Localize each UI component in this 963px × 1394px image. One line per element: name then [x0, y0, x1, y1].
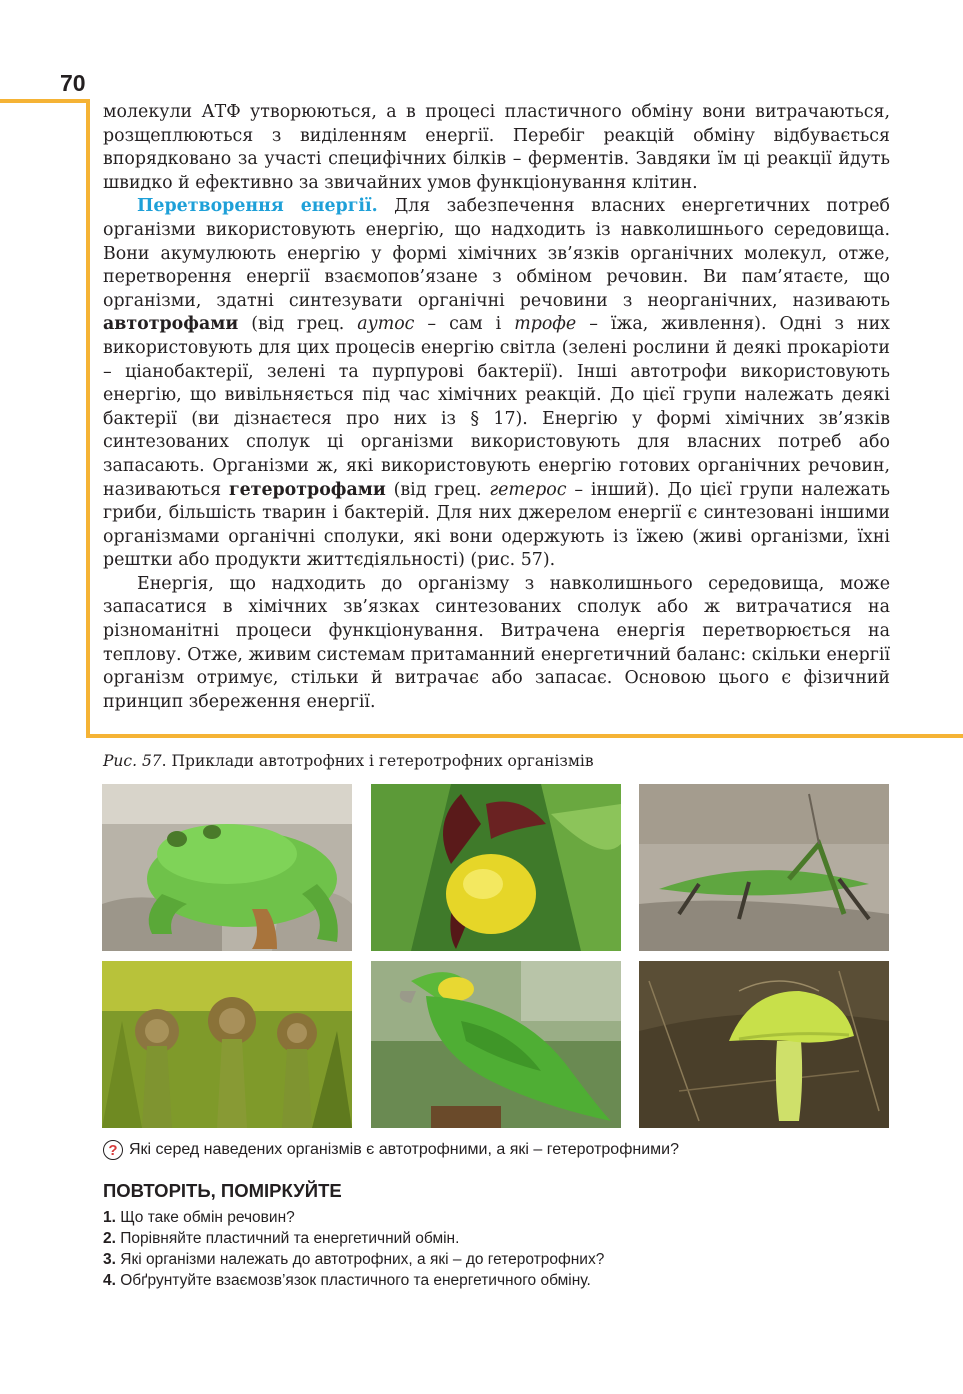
top-rule	[0, 99, 90, 103]
review-item	[103, 1270, 604, 1291]
review-item-number: 3.	[103, 1251, 116, 1268]
review-list	[103, 1207, 604, 1291]
page-number: 70	[60, 70, 86, 96]
text-run: – сам і	[414, 314, 515, 335]
review-item-text: Порівняйте пластичний та енергетичний обмін.	[115, 1230, 460, 1247]
parrot-photo	[371, 961, 621, 1128]
text-run: молекули АТФ утворюються, а в процесі пластичного обміну вони витрачаються, розщеплюються з виділенням енергії. Перебіг реакцій обміну відбувається впорядковано за участі специфічних білків – ферментів. Завдяки їм ці реакції йдуть швидко й ефективно за звичайних умов функціонування клітин.	[103, 102, 890, 193]
fern-photo	[102, 961, 352, 1128]
main-text	[103, 101, 890, 714]
review-item-number: 4.	[103, 1272, 116, 1289]
side-rule	[86, 99, 90, 737]
question	[103, 1140, 679, 1160]
figure-caption-text: . Приклади автотрофних і гетеротрофних організмів	[161, 752, 594, 770]
paragraph	[103, 195, 890, 573]
paragraph	[103, 573, 890, 715]
text-run: (від грец.	[238, 314, 358, 335]
review-item	[103, 1249, 604, 1270]
review-item-text: Обґрунтуйте взаємозв’язок пластичного та енергетичного обміну.	[115, 1272, 591, 1289]
frog-photo	[102, 784, 352, 951]
term-bold: гетеротрофами	[228, 479, 386, 500]
review-item-number: 2.	[103, 1230, 116, 1247]
section-lead: Перетворення енергії.	[137, 196, 378, 217]
text-run: – їжа, живлення). Одні з них використовують для цих процесів енергію світла (зелені рослини й деякі прокаріоти – ціанобактерії, зелені та пурпурові бактерії). Інші автотрофи використовують енергію, що вивільняється під час хімічних реакцій. До цієї групи належать деякі бактерії (ви дізнаєтеся про них із § 17). Енергію у формі хімічних зв’язків синтезованих сполук ці організми використовують для власних потреб або запасають. Організми ж, які використовують енергію готових органічних речовин, називаються	[103, 314, 890, 500]
figure-caption	[103, 752, 594, 770]
review-heading: ПОВТОРІТЬ, ПОМІРКУЙТЕ	[103, 1180, 342, 1201]
bottom-rule	[86, 734, 963, 738]
mushroom-photo	[639, 961, 889, 1128]
orchid-photo	[371, 784, 621, 951]
paragraph	[103, 101, 890, 195]
figure-label: Рис. 57	[103, 752, 162, 770]
term-bold: автотрофами	[103, 314, 239, 335]
review-item-text: Що таке обмін речовин?	[115, 1209, 295, 1226]
term-italic: аутос	[357, 314, 415, 335]
text-run: Енергія, що надходить до організму з навколишнього середовища, може запасатися в хімічних зв’язках синтезованих сполук або ж витрачатися на різноманітні процеси функціонування. Витрачена енергія перетворюється на теплову. Отже, живим системам притаманний енергетичний баланс: скільки енергії організм отримує, стільки й витрачає або запасає. Основою цього є фізичний принцип збереження енергії.	[103, 573, 890, 712]
review-item	[103, 1228, 604, 1249]
term-italic: трофе	[514, 314, 577, 335]
question-icon: ?	[103, 1140, 123, 1160]
review-item-text: Які організми належать до автотрофних, а які – до гетеротрофних?	[115, 1251, 605, 1268]
question-text: Які серед наведених організмів є автотрофними, а які – гетеротрофними?	[129, 1141, 679, 1158]
text-run: – інший). До цієї групи належать гриби, більшість тварин і бактерій. Для них джерелом енергії є синтезовані іншими організмами органічні сполуки, які вони одержують із їжею (живі організми, їхні рештки або продукти життєдіяльності) (рис. 57).	[103, 479, 890, 571]
text-run: (від грец.	[385, 479, 490, 500]
review-item-number: 1.	[103, 1209, 116, 1226]
term-italic: гетерос	[489, 479, 567, 500]
review-item	[103, 1207, 604, 1228]
text-run: Для забезпечення власних енергетичних потреб організми використовують енергію, що надходить із навколишнього середовища. Вони акумулюють енергію у формі хімічних зв’язків органічних молекул, отже, перетворення енергії взаємопов’язане з обміном речовин. Ви пам’ятаєте, що організми, здатні синтезувати органічні речовини з неорганічних, називають	[103, 196, 890, 311]
grasshopper-photo	[639, 784, 889, 951]
